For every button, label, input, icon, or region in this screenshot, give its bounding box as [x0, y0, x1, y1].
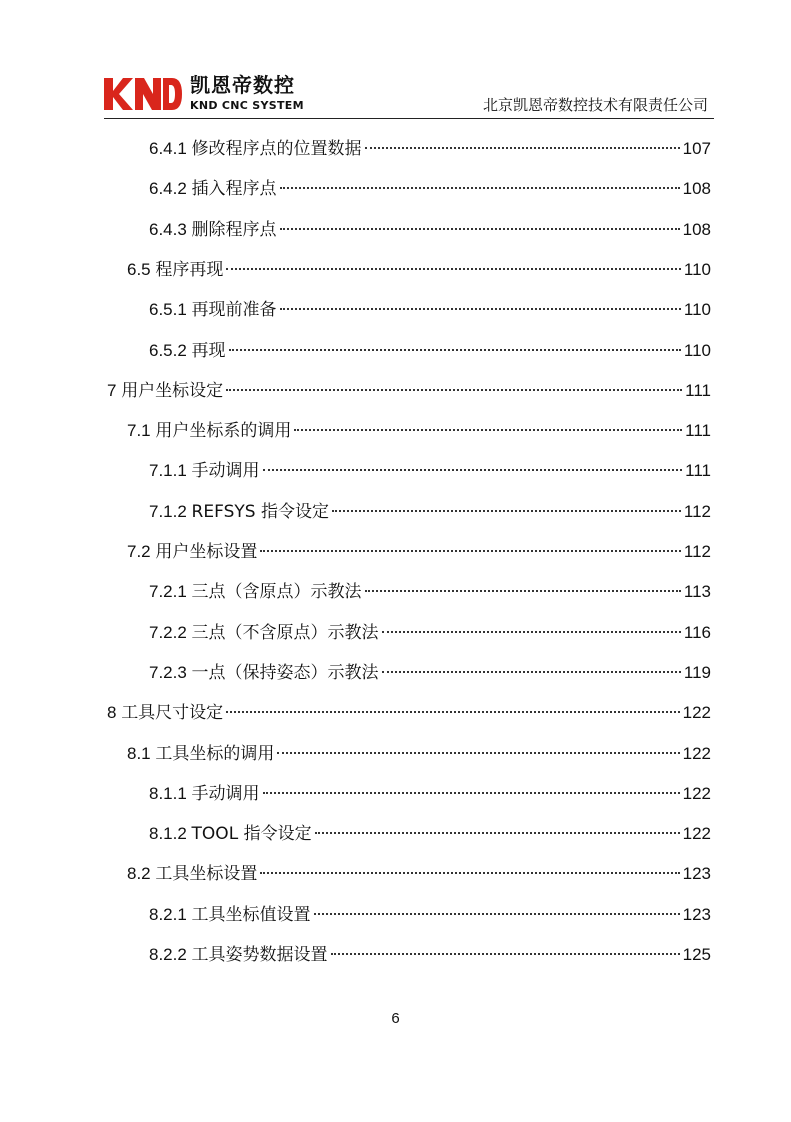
- toc-leader-dots: [277, 752, 679, 754]
- toc-entry-title: 手动调用: [191, 461, 260, 482]
- toc-entry-number: 8.1: [127, 743, 156, 763]
- toc-entry-page: 110: [683, 300, 711, 320]
- toc-entry-page: 122: [682, 783, 711, 803]
- toc-entry-number: 6.4.1: [149, 139, 192, 158]
- toc-entry-title: 再现前准备: [191, 300, 277, 321]
- toc-entry-number: 6.5: [127, 259, 156, 279]
- toc-entry-page: 113: [683, 582, 711, 602]
- toc-entry[interactable]: [107, 700, 711, 726]
- toc-entry-title: 手动调用: [191, 783, 260, 804]
- toc-entry[interactable]: [149, 136, 711, 162]
- toc-entry-page: 110: [683, 340, 711, 360]
- toc-entry-number: 7.2.1: [149, 582, 192, 602]
- toc-leader-dots: [263, 792, 680, 794]
- toc-entry-title: 三点（含原点）示教法: [191, 582, 362, 603]
- toc-entry-title: 用户坐标设置: [155, 542, 258, 562]
- toc-entry-number: 7.1.1: [149, 461, 192, 481]
- toc-entry-title: 工具姿势数据设置: [191, 945, 328, 965]
- toc-entry[interactable]: [127, 418, 711, 444]
- toc-entry[interactable]: [127, 539, 711, 565]
- svg-text:KND: KND: [143, 111, 146, 112]
- toc-leader-dots: [260, 550, 681, 552]
- toc-leader-dots: [382, 671, 681, 673]
- toc-leader-dots: [229, 349, 681, 351]
- toc-entry[interactable]: [149, 176, 711, 202]
- toc-entry[interactable]: [149, 458, 711, 484]
- toc-entry-page: 111: [685, 380, 711, 400]
- toc-entry-number: 6.5.1: [149, 300, 192, 320]
- toc-entry-number: 6.5.2: [149, 340, 192, 360]
- toc-entry-page: 125: [682, 945, 711, 964]
- toc-leader-dots: [332, 510, 681, 512]
- toc-leader-dots: [314, 913, 680, 915]
- toc-entry-number: 7.2.3: [149, 662, 192, 682]
- toc-entry-number: 8.1.1: [149, 783, 192, 803]
- toc-leader-dots: [263, 469, 683, 471]
- toc-entry-number: 8.1.2: [149, 824, 192, 844]
- toc-leader-dots: [280, 308, 681, 310]
- toc-entry-title: REFSYS 指令设定: [191, 501, 329, 522]
- toc-leader-dots: [280, 228, 680, 230]
- toc-entry-title: 插入程序点: [191, 179, 277, 200]
- toc-entry-title: 用户坐标系的调用: [155, 421, 292, 442]
- toc-entry-number: 7: [107, 380, 122, 400]
- toc-entry[interactable]: [149, 217, 711, 243]
- toc-entry-title: TOOL 指令设定: [191, 824, 312, 845]
- toc-leader-dots: [226, 711, 679, 713]
- toc-entry-number: 8.2.1: [149, 904, 192, 924]
- company-name: 北京凯恩帝数控技术有限责任公司: [482, 96, 708, 114]
- knd-logo-icon: [104, 76, 182, 112]
- toc-entry-page: 116: [683, 622, 711, 642]
- toc-entry-title: 删除程序点: [191, 219, 277, 240]
- toc-entry-title: 再现: [191, 340, 226, 361]
- toc-entry-number: 6.4.2: [149, 179, 192, 199]
- toc-entry-page: 111: [685, 421, 711, 441]
- toc-entry-page: 111: [685, 461, 711, 481]
- toc-entry[interactable]: [149, 620, 711, 646]
- toc-entry-page: 119: [683, 662, 711, 682]
- toc-entry-number: 8.2: [127, 864, 156, 884]
- toc-entry-number: 7.2.2: [149, 622, 192, 642]
- toc-entry-number: 7.1: [127, 421, 156, 441]
- toc-leader-dots: [226, 389, 682, 391]
- toc-entry-title: 工具坐标值设置: [191, 904, 311, 925]
- toc-leader-dots: [365, 147, 680, 149]
- toc-leader-dots: [226, 268, 681, 270]
- toc-leader-dots: [365, 590, 681, 592]
- toc-entry-number: 7.1.2: [149, 501, 192, 521]
- toc-entry-page: 108: [682, 219, 711, 239]
- toc-entry[interactable]: [149, 821, 711, 847]
- toc-entry-number: 8.2.2: [149, 945, 192, 964]
- toc-entry[interactable]: [149, 579, 711, 605]
- logo-chinese-name: 凯恩帝数控: [190, 73, 295, 97]
- toc-entry-page: 122: [682, 743, 711, 763]
- toc-entry-title: 一点（保持姿态）示教法: [191, 662, 379, 683]
- toc-leader-dots: [331, 953, 680, 955]
- toc-entry-title: 三点（不含原点）示教法: [191, 622, 379, 643]
- toc-entry[interactable]: [149, 660, 711, 686]
- toc-leader-dots: [260, 872, 679, 874]
- toc-entry[interactable]: [127, 741, 711, 767]
- toc-leader-dots: [382, 631, 681, 633]
- toc-entry-number: 6.4.3: [149, 219, 192, 239]
- toc-entry-number: 8: [107, 703, 122, 723]
- toc-entry-page: 108: [682, 179, 711, 199]
- toc-entry-title: 用户坐标设定: [121, 380, 224, 401]
- logo-english-name: KND CNC SYSTEM: [190, 99, 304, 112]
- toc-entry-page: 107: [682, 139, 711, 158]
- toc-entry-page: 122: [682, 703, 711, 723]
- toc-entry-title: 工具尺寸设定: [121, 703, 224, 724]
- toc-entry-title: 程序再现: [155, 259, 224, 280]
- toc-entry[interactable]: [127, 861, 711, 887]
- toc-entry[interactable]: [149, 781, 711, 807]
- page-header: [104, 70, 714, 118]
- toc-leader-dots: [315, 832, 680, 834]
- toc-entry[interactable]: [149, 338, 711, 364]
- toc-entry-page: 110: [683, 259, 711, 279]
- toc-entry[interactable]: [127, 257, 711, 283]
- toc-entry-title: 工具坐标的调用: [155, 743, 275, 764]
- toc-entry[interactable]: [107, 378, 711, 404]
- toc-entry-title: 工具坐标设置: [155, 864, 258, 885]
- toc-entry-page: 112: [683, 542, 711, 561]
- toc-entry-title: 修改程序点的位置数据: [191, 139, 362, 159]
- toc-entry[interactable]: [149, 297, 711, 323]
- toc-entry-number: 7.2: [127, 542, 156, 561]
- toc-leader-dots: [280, 187, 680, 189]
- toc-entry-page: 123: [682, 864, 711, 884]
- toc-entry[interactable]: [149, 902, 711, 928]
- toc-entry-page: 122: [682, 824, 711, 844]
- toc-leader-dots: [294, 429, 682, 431]
- header-divider: [104, 118, 714, 119]
- toc-entry[interactable]: [149, 942, 711, 968]
- toc-entry-page: 112: [683, 501, 711, 521]
- page-number: 6: [391, 1010, 400, 1027]
- toc-entry-page: 123: [682, 904, 711, 924]
- toc-entry[interactable]: [149, 499, 711, 525]
